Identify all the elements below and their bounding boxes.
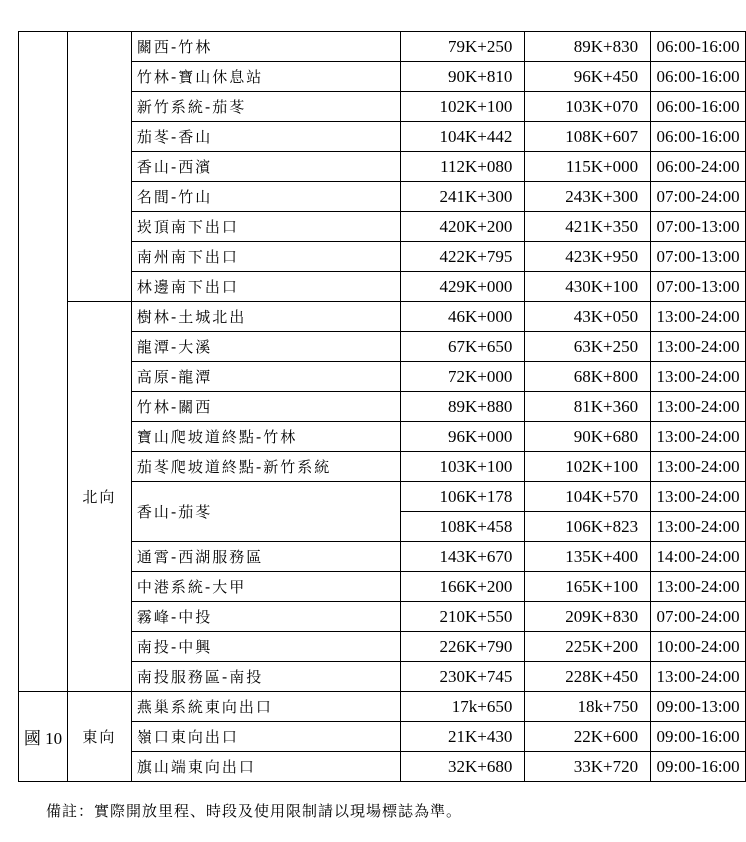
end-km-cell: 209K+830 <box>525 602 651 632</box>
end-km-cell: 104K+570 <box>525 482 651 512</box>
time-window-cell: 07:00-13:00 <box>651 242 746 272</box>
time-window-cell: 06:00-16:00 <box>651 32 746 62</box>
time-window-cell: 07:00-13:00 <box>651 212 746 242</box>
section-cell: 高原-龍潭 <box>131 362 400 392</box>
start-km-cell: 420K+200 <box>400 212 525 242</box>
time-window-cell: 13:00-24:00 <box>651 302 746 332</box>
start-km-cell: 72K+000 <box>400 362 525 392</box>
end-km-cell: 103K+070 <box>525 92 651 122</box>
start-km-cell: 104K+442 <box>400 122 525 152</box>
start-km-cell: 210K+550 <box>400 602 525 632</box>
start-km-cell: 422K+795 <box>400 242 525 272</box>
section-cell: 香山-茄苳 <box>131 482 400 542</box>
section-cell: 南投服務區-南投 <box>131 662 400 692</box>
time-window-cell: 10:00-24:00 <box>651 632 746 662</box>
start-km-cell: 67K+650 <box>400 332 525 362</box>
start-km-cell: 21K+430 <box>400 722 525 752</box>
time-window-cell: 13:00-24:00 <box>651 362 746 392</box>
footnote: 備註：實際開放里程、時段及使用限制請以現場標誌為準。 <box>46 802 463 820</box>
time-window-cell: 14:00-24:00 <box>651 542 746 572</box>
end-km-cell: 430K+100 <box>525 272 651 302</box>
time-window-cell: 13:00-24:00 <box>651 482 746 512</box>
table-row <box>19 302 746 332</box>
end-km-cell: 89K+830 <box>525 32 651 62</box>
start-km-cell: 166K+200 <box>400 572 525 602</box>
time-window-cell: 07:00-24:00 <box>651 182 746 212</box>
section-cell: 崁頂南下出口 <box>131 212 400 242</box>
end-km-cell: 18k+750 <box>525 692 651 722</box>
section-cell: 中港系統-大甲 <box>131 572 400 602</box>
end-km-cell: 43K+050 <box>525 302 651 332</box>
time-window-cell: 07:00-13:00 <box>651 272 746 302</box>
end-km-cell: 115K+000 <box>525 152 651 182</box>
end-km-cell: 102K+100 <box>525 452 651 482</box>
section-cell: 燕巢系統東向出口 <box>131 692 400 722</box>
section-cell: 新竹系統-茄苳 <box>131 92 400 122</box>
direction-north-cell: 北向 <box>67 302 131 692</box>
section-cell: 竹林-寶山休息站 <box>131 62 400 92</box>
section-cell: 南投-中興 <box>131 632 400 662</box>
time-window-cell: 13:00-24:00 <box>651 422 746 452</box>
section-cell: 樹林-土城北出 <box>131 302 400 332</box>
start-km-cell: 102K+100 <box>400 92 525 122</box>
time-window-cell: 09:00-16:00 <box>651 722 746 752</box>
section-cell: 茄苳-香山 <box>131 122 400 152</box>
time-window-cell: 09:00-16:00 <box>651 752 746 782</box>
start-km-cell: 230K+745 <box>400 662 525 692</box>
start-km-cell: 226K+790 <box>400 632 525 662</box>
start-km-cell: 46K+000 <box>400 302 525 332</box>
start-km-cell: 241K+300 <box>400 182 525 212</box>
end-km-cell: 421K+350 <box>525 212 651 242</box>
section-cell: 林邊南下出口 <box>131 272 400 302</box>
end-km-cell: 63K+250 <box>525 332 651 362</box>
end-km-cell: 165K+100 <box>525 572 651 602</box>
start-km-cell: 143K+670 <box>400 542 525 572</box>
end-km-cell: 90K+680 <box>525 422 651 452</box>
section-cell: 寶山爬坡道終點-竹林 <box>131 422 400 452</box>
start-km-cell: 108K+458 <box>400 512 525 542</box>
section-cell: 嶺口東向出口 <box>131 722 400 752</box>
start-km-cell: 17k+650 <box>400 692 525 722</box>
start-km-cell: 79K+250 <box>400 32 525 62</box>
direction-east-cell: 東向 <box>67 692 131 782</box>
start-km-cell: 112K+080 <box>400 152 525 182</box>
start-km-cell: 32K+680 <box>400 752 525 782</box>
time-window-cell: 06:00-16:00 <box>651 92 746 122</box>
end-km-cell: 22K+600 <box>525 722 651 752</box>
time-window-cell: 06:00-16:00 <box>651 62 746 92</box>
start-km-cell: 96K+000 <box>400 422 525 452</box>
time-window-cell: 13:00-24:00 <box>651 392 746 422</box>
start-km-cell: 89K+880 <box>400 392 525 422</box>
start-km-cell: 90K+810 <box>400 62 525 92</box>
schedule-table <box>18 31 746 782</box>
section-cell: 旗山端東向出口 <box>131 752 400 782</box>
start-km-cell: 103K+100 <box>400 452 525 482</box>
time-window-cell: 13:00-24:00 <box>651 332 746 362</box>
table-row <box>19 32 746 62</box>
end-km-cell: 68K+800 <box>525 362 651 392</box>
end-km-cell: 228K+450 <box>525 662 651 692</box>
table-row <box>19 692 746 722</box>
time-window-cell: 06:00-16:00 <box>651 122 746 152</box>
time-window-cell: 06:00-24:00 <box>651 152 746 182</box>
time-window-cell: 13:00-24:00 <box>651 662 746 692</box>
start-km-cell: 106K+178 <box>400 482 525 512</box>
section-cell: 關西-竹林 <box>131 32 400 62</box>
end-km-cell: 135K+400 <box>525 542 651 572</box>
end-km-cell: 108K+607 <box>525 122 651 152</box>
end-km-cell: 96K+450 <box>525 62 651 92</box>
section-cell: 名間-竹山 <box>131 182 400 212</box>
time-window-cell: 13:00-24:00 <box>651 452 746 482</box>
time-window-cell: 13:00-24:00 <box>651 512 746 542</box>
start-km-cell: 429K+000 <box>400 272 525 302</box>
section-cell: 通霄-西湖服務區 <box>131 542 400 572</box>
section-cell: 香山-西濱 <box>131 152 400 182</box>
end-km-cell: 225K+200 <box>525 632 651 662</box>
end-km-cell: 106K+823 <box>525 512 651 542</box>
section-cell: 竹林-關西 <box>131 392 400 422</box>
section-cell: 南州南下出口 <box>131 242 400 272</box>
schedule-table-body <box>19 32 746 782</box>
time-window-cell: 09:00-13:00 <box>651 692 746 722</box>
direction-cell <box>67 32 131 302</box>
section-cell: 茄苳爬坡道終點-新竹系統 <box>131 452 400 482</box>
highway-cell <box>19 32 68 692</box>
highway-10-cell: 國 10 <box>19 692 68 782</box>
section-cell: 霧峰-中投 <box>131 602 400 632</box>
section-cell: 龍潭-大溪 <box>131 332 400 362</box>
end-km-cell: 423K+950 <box>525 242 651 272</box>
time-window-cell: 13:00-24:00 <box>651 572 746 602</box>
end-km-cell: 33K+720 <box>525 752 651 782</box>
time-window-cell: 07:00-24:00 <box>651 602 746 632</box>
end-km-cell: 81K+360 <box>525 392 651 422</box>
end-km-cell: 243K+300 <box>525 182 651 212</box>
